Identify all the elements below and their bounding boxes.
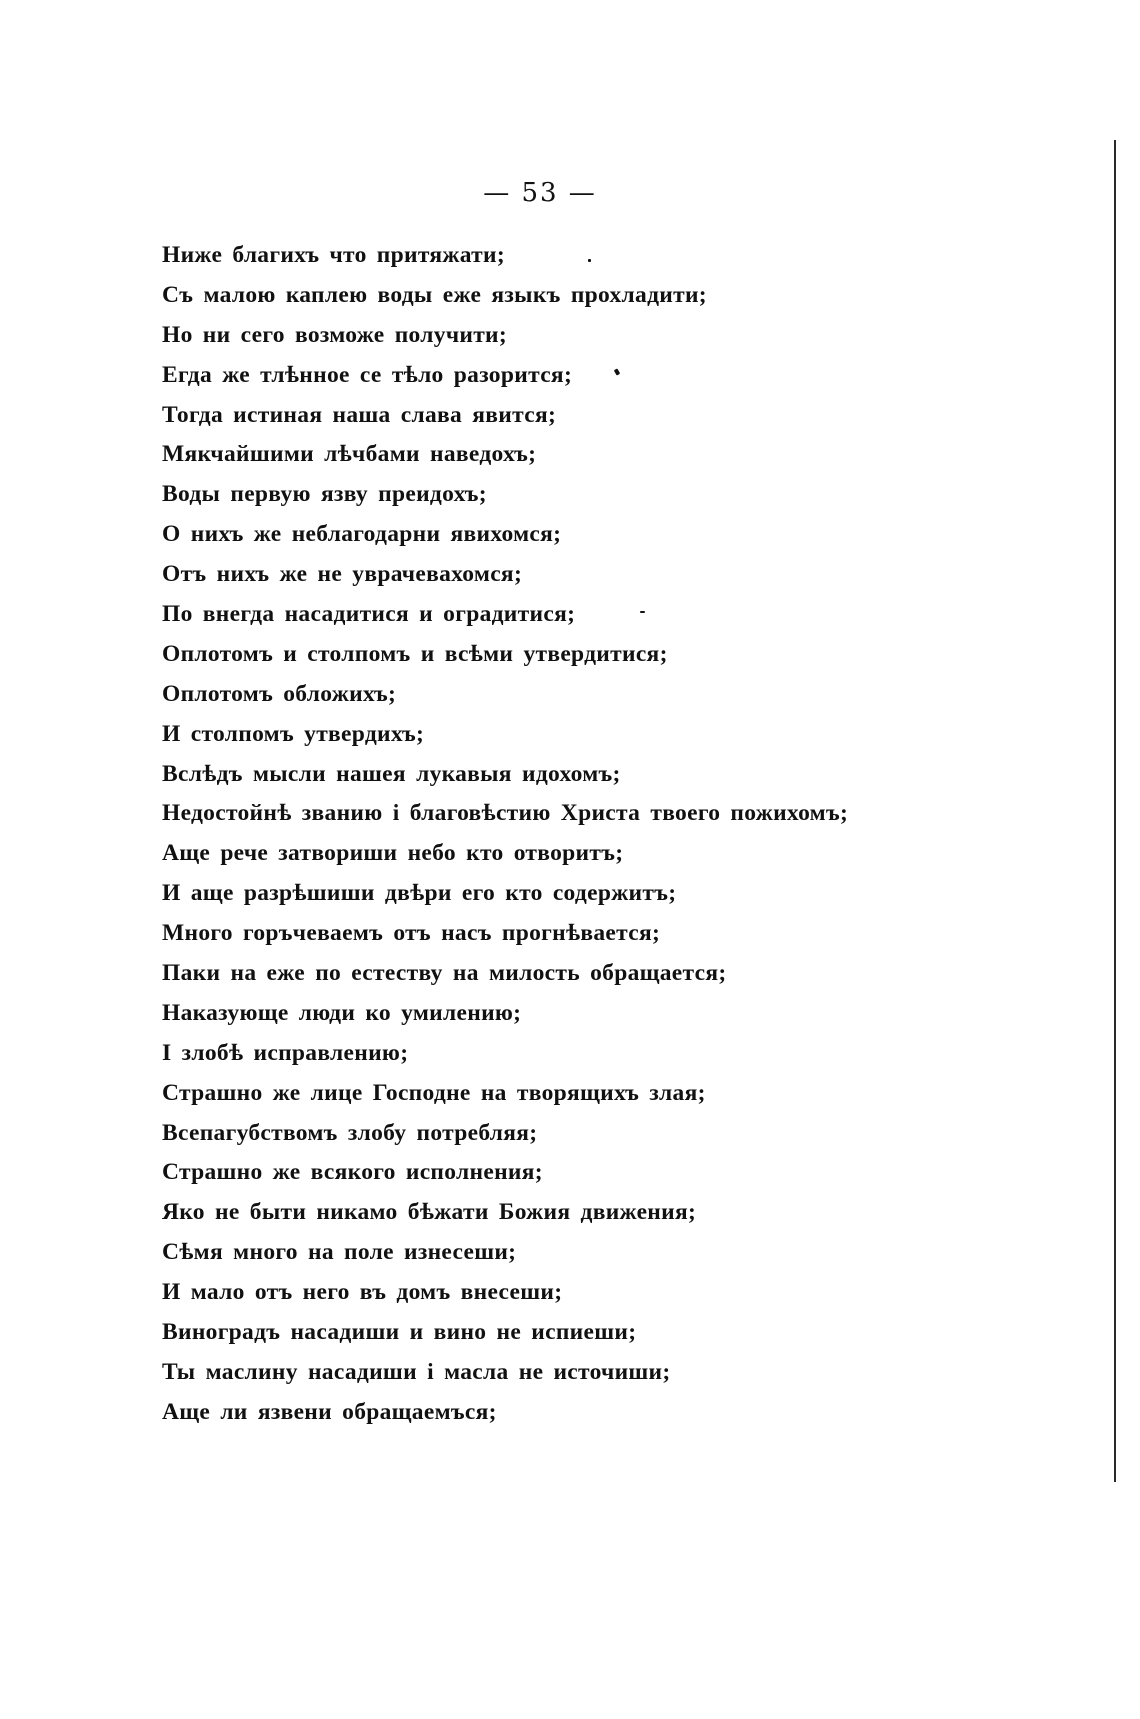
- verse-line: Ниже благихъ что притяжати;: [162, 242, 505, 268]
- ink-speck: [640, 611, 645, 613]
- verse-line: Паки на еже по естеству на милость обращается;: [162, 960, 727, 987]
- verse-line: Страшно же лице Господне на творящихъ злая;: [162, 1079, 706, 1106]
- verse-line: Всепагубствомъ злобу потребляя;: [162, 1119, 538, 1146]
- verse-line: И столпомъ утвердихъ;: [162, 720, 425, 747]
- verse-line: Воды первую язву преидохъ;: [162, 481, 487, 508]
- verse-line: Ты маслину насадиши і масла не источиши;: [162, 1358, 671, 1385]
- page-edge-rule: [1114, 140, 1116, 1482]
- ink-speck: [588, 259, 591, 262]
- verse-line: Много горъчеваемъ отъ насъ прогнѣвается;: [162, 920, 661, 947]
- verse-line: Наказующе люди ко умилению;: [162, 999, 522, 1026]
- verse-line: Страшно же всякого исполнения;: [162, 1159, 543, 1186]
- verse-line: По внегда насадитися и оградитися;: [162, 601, 576, 628]
- verse-line: Съ малою каплею воды еже языкъ прохладити;: [162, 281, 707, 308]
- verse-line: Тогда истиная наша слава явится;: [162, 401, 557, 428]
- verse-line: Аще ли язвени обращаемъся;: [162, 1398, 497, 1425]
- verse-line: Мякчайшими лѣчбами наведохъ;: [162, 441, 537, 468]
- verse-line: И мало отъ него въ домъ внесеши;: [162, 1279, 563, 1306]
- verse-line: Вслѣдъ мысли нашея лукавыя идохомъ;: [162, 760, 621, 787]
- verse-line: І злобѣ исправлению;: [162, 1039, 409, 1066]
- verse-line: Яко не быти никамо бѣжати Божия движения;: [162, 1199, 697, 1226]
- verse-line: Виноградъ насадиши и вино не испиеши;: [162, 1319, 637, 1346]
- verse-line: Недостойнѣ званию і благовѣстию Христа твоего пожихомъ;: [162, 800, 849, 827]
- verse-line: Егда же тлѣнное се тѣло разорится;: [162, 361, 573, 388]
- verse-lines: [162, 240, 848, 1437]
- verse-line: Оплотомъ и столпомъ и всѣми утвердитися;: [162, 640, 668, 667]
- verse-line: Оплотомъ обложихъ;: [162, 680, 397, 707]
- page-number: — 53 —: [483, 178, 597, 208]
- verse-line: Но ни сего возможе получити;: [162, 321, 508, 348]
- verse-line: Отъ нихъ же не уврачевахомся;: [162, 561, 523, 588]
- verse-line: И аще разрѣшиши двѣри его кто содержитъ;: [162, 880, 677, 907]
- verse-line: Сѣмя много на поле изнесеши;: [162, 1239, 517, 1266]
- verse-line: Аще рече затвориши небо кто отворитъ;: [162, 840, 624, 867]
- verse-line: О нихъ же неблагодарни явихомся;: [162, 521, 562, 548]
